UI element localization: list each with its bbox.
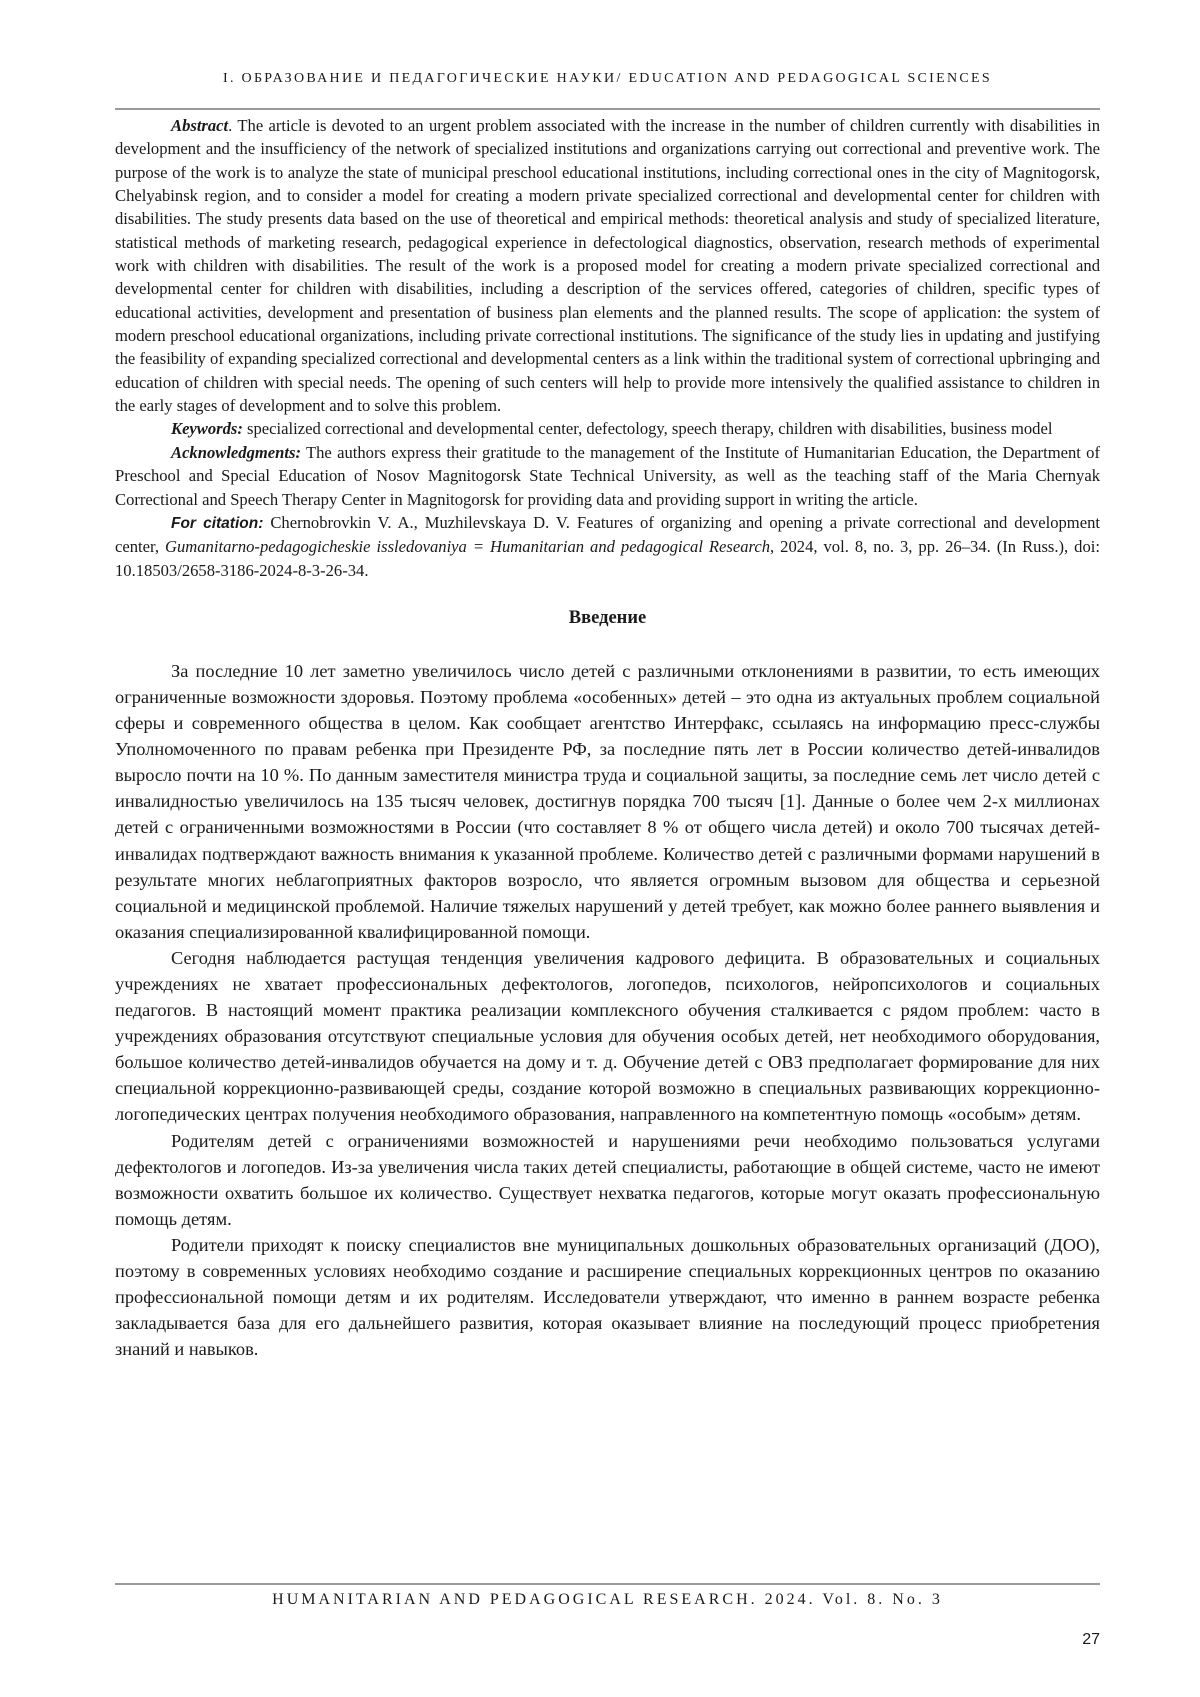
citation-journal: Gumanitarno-pedagogicheskie issledovaniya = Humanitarian and pedagogical Research (165, 537, 771, 557)
section-title: Введение (568, 607, 647, 628)
header-rule (115, 108, 1100, 110)
body-paragraph: Сегодня наблюдается растущая тенденция увеличения кадрового дефицита. В образовательных и социальных учреждениях не хватает профессиональных дефектологов, логопедов, психологов, нейропсихологов и социальных педагогов. В настоящий момент практика реализации комплексного обучения сталкивается с рядом проблем: часто в учреждениях образования отсутствуют специальные условия для обучения особых детей, нет необходимого оборудования, большое количество детей-инвалидов обучается на дому и т. д. Обучение детей с ОВЗ предполагает формирование для них специальной коррекционно-развивающей среды, создание которой возможно в специальных развивающих коррекционно-логопедических центрах получения необходимого образования, направленного на компетентную помощь «особым» детям. (115, 947, 1100, 1125)
page-content (115, 114, 1100, 1362)
citation-details: , 2024, vol. 8, no. 3, pp. 26–34. (In Russ.), doi: 10.18503/2658-3186-2024-8-3-26-34. (115, 537, 1100, 580)
running-header: I. ОБРАЗОВАНИЕ И ПЕДАГОГИЧЕСКИЕ НАУКИ/ EDUCATION AND PEDAGOGICAL SCIENCES (223, 71, 992, 86)
acknowledgments-label: Acknowledgments: (171, 442, 301, 462)
body-paragraph: Родителям детей с ограничениями возможностей и нарушениями речи необходимо пользоваться услугами дефектологов и логопедов. Из-за увеличения числа таких детей специалисты, работающие в общей системе, часто не имеют возможности охватить большое их количество. Существует нехватка педагогов, которые могут оказать профессиональную помощь детям. (115, 1130, 1100, 1229)
body-paragraph: За последние 10 лет заметно увеличилось число детей с различными отклонениями в развитии, то есть имеющих ограниченные возможности здоровья. Поэтому проблема «особенных» детей – это одна из актуальных проблем социальной сферы и современного общества в целом. Как сообщает агентство Интерфакс, ссылаясь на информацию пресс-службы Уполномоченного по правам ребенка при Президенте РФ, за последние пять лет в России количество детей-инвалидов выросло почти на 10 %. По данным заместителя министра труда и социальной защиты, за последние семь лет число детей с инвалидностью увеличилось на 135 тысяч человек, достигнув порядка 700 тысяч [1]. Данные о более чем 2-х миллионах детей с ограниченными возможностями в России (что составляет 8 % от общего числа детей) и около 700 тысячах детей-инвалидах подтверждают важность внимания к указанной проблеме. Количество детей с различными формами нарушений в результате многих неблагоприятных факторов возросло, что является огромным вызовом для общества и серьезной социальной и медицинской проблемой. Наличие тяжелых нарушений у детей требует, как можно более раннего выявления и оказания специализированной квалифицированной помощи. (115, 660, 1100, 942)
abstract-block (115, 114, 1100, 582)
page-number: 27 (1082, 1631, 1100, 1648)
body-text (115, 658, 1100, 1363)
running-footer: HUMANITARIAN AND PEDAGOGICAL RESEARCH. 2024. Vol. 8. No. 3 (272, 1591, 943, 1608)
acknowledgments-text: The authors express their gratitude to the management of the Institute of Humanitarian Education, the Department of Preschool and Special Education of Nosov Magnitogorsk State Technical University, as well as the teaching staff of the Maria Chernyak Correctional and Speech Therapy Center in Magnitogorsk for providing data and providing support in writing the article. (115, 442, 1100, 509)
body-paragraph: Родители приходят к поиску специалистов вне муниципальных дошкольных образовательных организаций (ДОО), поэтому в современных условиях необходимо создание и расширение специальных коррекционных центров по оказанию профессиональной помощи детям и их родителям. Исследователи утверждают, что именно в раннем возрасте ребенка закладывается база для его дальнейшего развития, которая оказывает влияние на последующий процесс приобретения знаний и навыков. (115, 1234, 1100, 1360)
keywords-label: Keywords: (171, 419, 243, 439)
citation-authors-title: Chernobrovkin V. A., Muzhilevskaya D. V. Features of organizing and opening a private correctional and development center, (115, 512, 1100, 557)
acknowledgments-paragraph (115, 441, 1100, 511)
citation-label: For citation: (171, 514, 264, 532)
keywords-text: specialized correctional and developmental center, defectology, speech therapy, children with disabilities, business model (242, 419, 1053, 439)
keywords-paragraph (115, 417, 1100, 440)
abstract-text: . The article is devoted to an urgent problem associated with the increase in the number of children currently with disabilities in development and the insufficiency of the network of specialized institutions and organizations carrying out correctional and preventive work. The purpose of the work is to analyze the state of municipal preschool educational institutions, including correctional ones in the city of Magnitogorsk, Chelyabinsk region, and to consider a model for creating a modern private specialized correctional and developmental center for children with disabilities. The study presents data based on the use of theoretical and empirical methods: theoretical analysis and study of specialized literature, statistical methods of marketing research, pedagogical experience in defectological diagnostics, observation, research methods of experimental work with children with disabilities. The result of the work is a proposed model for creating a modern private specialized correctional and developmental center for children with disabilities, including a description of the services offered, categories of children, specific types of educational activities, development and presentation of business plan elements and the planned results. The scope of application: the system of modern preschool educational organizations, including private correctional institutions. The significance of the study lies in updating and justifying the feasibility of expanding specialized correctional and developmental centers as a link within the traditional system of correctional upbringing and education of children with special needs. The opening of such centers will help to provide more intensively the qualified assistance to children in the early stages of development and to solve this problem. (115, 116, 1100, 416)
footer-rule (115, 1583, 1100, 1585)
abstract-label: Abstract (171, 116, 229, 135)
abstract-paragraph (115, 114, 1100, 417)
citation-paragraph (115, 511, 1100, 582)
